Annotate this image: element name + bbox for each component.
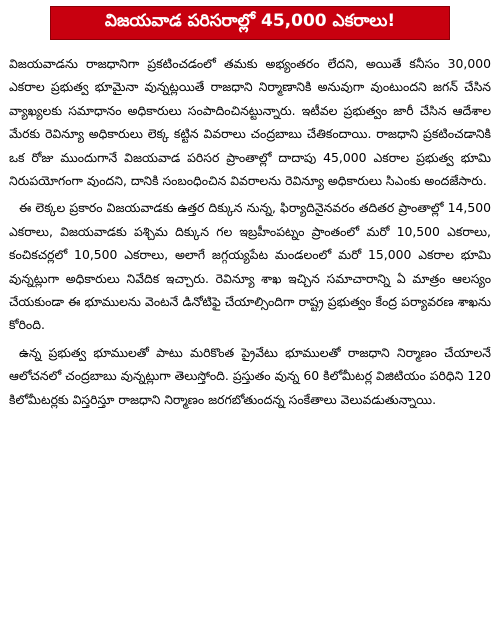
headline-title: విజయవాడ పరిసరాల్లో 45,000 ఎకరాలు!	[104, 11, 396, 31]
article-body	[9, 52, 491, 415]
article-paragraph-2: ఈ లెక్కల ప్రకారం విజయవాడకు ఉత్తర దిక్కున నున్న, ఫిర్యాదినైనవరం తదితర ప్రాంతాల్లో 14,500 ఎకరాలు, విజయవాడకు పశ్చిమ దిక్కున గల ఇబ్రహీంపట్నం ప్రాంతంలో మరో 10,500 ఎకరాలు, కంచికచర్లలో 10,500 ఎకరాలు, అలాగే జగ్గయ్యపేట మండలంలో మరో 15,000 ఎకరాల భూమి వున్నట్లుగా అధికారులు నివేదిక ఇచ్చారు. రెవిన్యూ శాఖ ఇచ్చిన సమాచారాన్ని ఏ మాత్రం ఆలస్యం చేయకుండా ఈ భూములను వెంటనే డినోటిఫై చేయాల్సిందిగా రాష్ట్ర ప్రభుత్వం కేంద్ర పర్యావరణ శాఖను కోరింది.	[9, 200, 491, 333]
article-paragraph-3: ఉన్న ప్రభుత్వ భూములతో పాటు మరికొంత ప్రైవేటు భూములతో రాజధాని నిర్మాణం చేయాలనే ఆలోచనలో చంద్రబాబు వున్నట్లుగా తెలుస్తోంది. ప్రస్తుతం వున్న 60 కిలోమీటర్ల విజిటియం పరిధిని 120 కిలోమీటర్లకు విస్తరిస్తూ రాజధాని నిర్మాణం జరగబోతుందన్న సంకేతాలు వెలువడుతున్నాయి.	[9, 344, 491, 407]
article-paragraph-1: విజయవాడను రాజధానిగా ప్రకటించడంలో తమకు అభ్యంతరం లేదని, అయితే కనీసం 30,000 ఎకరాల ప్రభుత్వ భూమైనా వున్నట్లయితే రాజధాని నిర్మాణానికి అనువుగా వుంటుందని జగన్ చేసిన వ్యాఖ్యలకు సమాధానం అధికారులు సంపాదించినట్టున్నారు. ఇటీవల ప్రభుత్వం జారీ చేసిన ఆదేశాల మేరకు రెవిన్యూ అధికారులు లెక్క కట్టిన వివరాలు చంద్రబాబు చేతికందాయి. రాజధాని ప్రకటించడానికి ఒక రోజు ముందుగానే విజయవాడ పరిసర ప్రాంతాల్లో దాదాపు 45,000 ఎకరాల ప్రభుత్వ భూమి నిరుపయోగంగా వుందని, దానికి సంబంధించిన వివరాలను రెవిన్యూ అధికారులు సిఎంకు అందజేసారు.	[9, 56, 491, 189]
headline-banner	[50, 6, 450, 40]
